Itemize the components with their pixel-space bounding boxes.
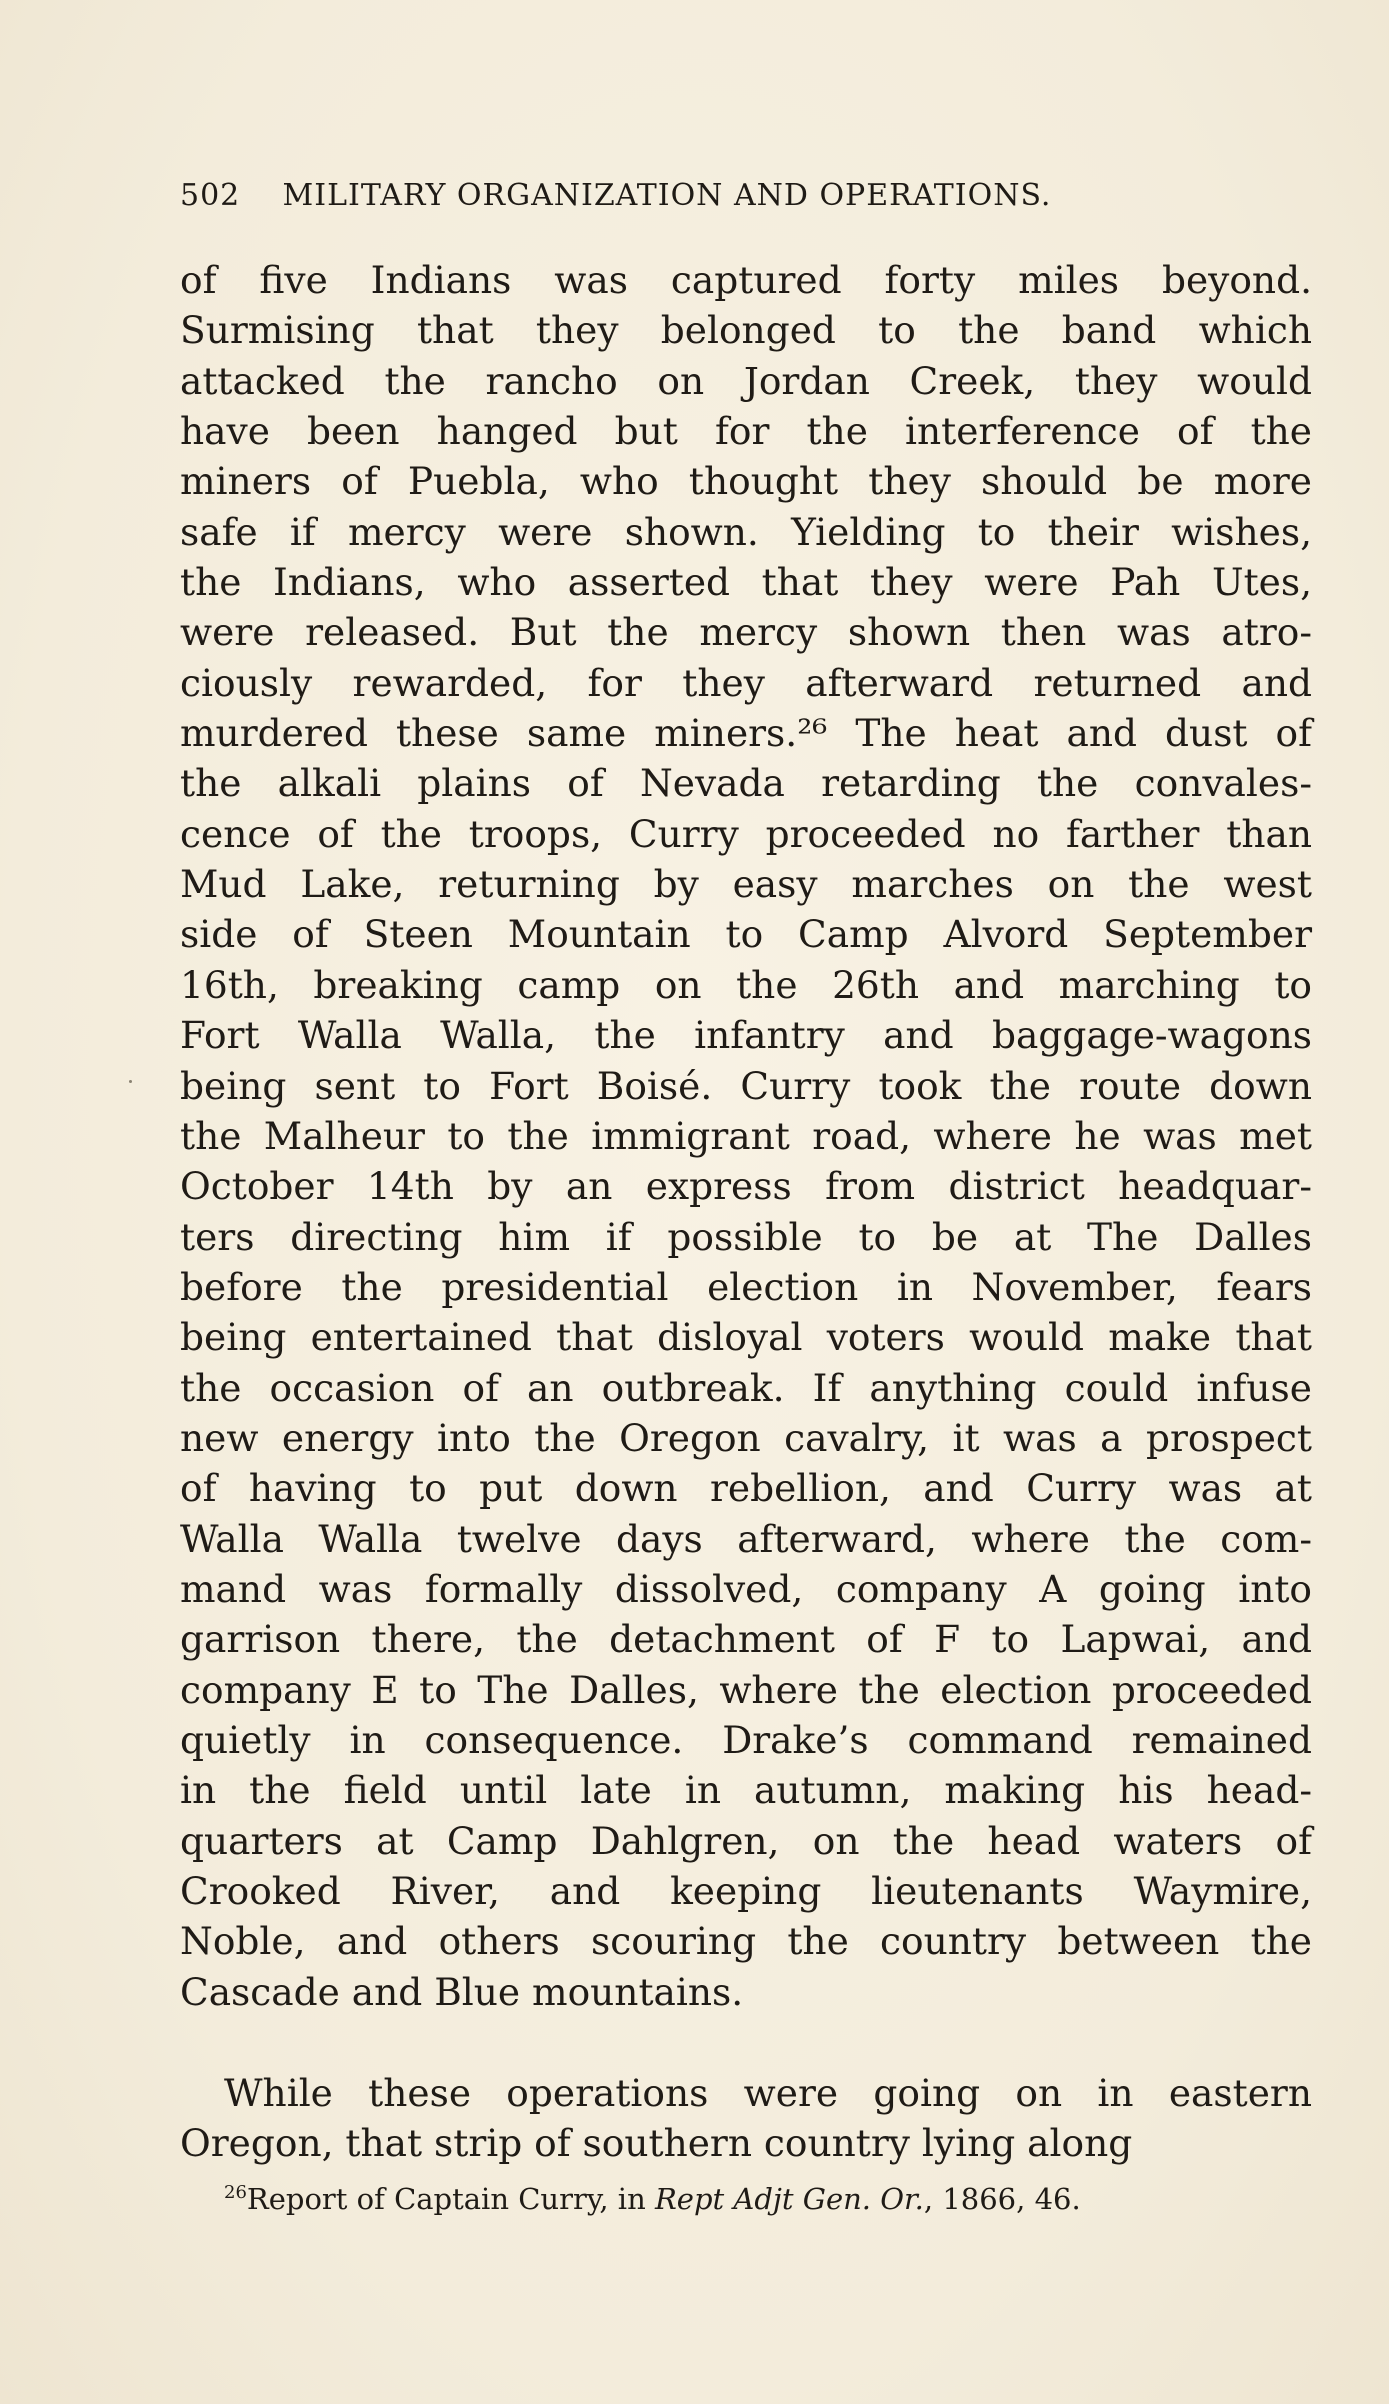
text-line: garrison there, the detachment of F to Lapwai, and xyxy=(180,1617,1312,1662)
text-line: Noble, and others scouring the country between the xyxy=(180,1919,1312,1964)
footnote-source: Rept Adjt Gen. Or. xyxy=(654,2182,924,2216)
text-line: the occasion of an outbreak. If anything could infuse xyxy=(180,1365,1312,1410)
page-number: 502 xyxy=(180,178,241,213)
text-line: ters directing him if possible to be at The Dalles xyxy=(180,1214,1312,1259)
running-title: MILITARY ORGANIZATION AND OPERATIONS. xyxy=(282,178,1052,213)
footnote xyxy=(224,2182,1184,2216)
text-line: being sent to Fort Boisé. Curry took the route down xyxy=(180,1063,1312,1108)
paragraph-1 xyxy=(180,255,1312,2017)
text-line: safe if mercy were shown. Yielding to their wishes, xyxy=(180,509,1312,554)
margin-speck xyxy=(129,1080,132,1083)
text-line: the Malheur to the immigrant road, where he was met xyxy=(180,1113,1312,1158)
footnote-text-after: , 1866, 46. xyxy=(923,2182,1081,2216)
text-line: the Indians, who asserted that they were Pah Utes, xyxy=(180,560,1312,605)
text-line: Mud Lake, returning by easy marches on the west xyxy=(180,862,1312,907)
body-text xyxy=(180,255,1312,2169)
text-line: attacked the rancho on Jordan Creek, they would xyxy=(180,358,1312,403)
text-line: murdered these same miners.²⁶ The heat and dust of xyxy=(180,711,1312,756)
text-line: While these operations were going on in eastern xyxy=(224,2071,1312,2116)
paragraph-2 xyxy=(180,2068,1312,2169)
text-line: cence of the troops, Curry proceeded no farther than xyxy=(180,811,1312,856)
text-line: of having to put down rebellion, and Curry was at xyxy=(180,1466,1312,1511)
text-line: new energy into the Oregon cavalry, it was a prospect xyxy=(180,1415,1312,1460)
text-line: quietly in consequence. Drake’s command remained xyxy=(180,1717,1312,1762)
text-line: ciously rewarded, for they afterward returned and xyxy=(180,660,1312,705)
footnote-text-before: Report of Captain Curry, in xyxy=(246,2182,655,2216)
text-line: Walla Walla twelve days afterward, where the com- xyxy=(180,1516,1312,1561)
text-line: October 14th by an express from district headquar- xyxy=(180,1164,1312,1209)
text-line: company E to The Dalles, where the election proceeded xyxy=(180,1667,1312,1712)
text-line: Crooked River, and keeping lieutenants Waymire, xyxy=(180,1869,1312,1913)
running-header xyxy=(180,178,1180,213)
text-line: quarters at Camp Dahlgren, on the head waters of xyxy=(180,1818,1312,1863)
text-line: miners of Puebla, who thought they should be more xyxy=(180,459,1312,504)
text-line: were released. But the mercy shown then was atro- xyxy=(180,610,1312,655)
text-line: Surmising that they belonged to the band which xyxy=(180,308,1312,353)
text-line: the alkali plains of Nevada retarding the convales- xyxy=(180,761,1312,806)
text-line: Cascade and Blue mountains. xyxy=(180,1969,744,2014)
text-line: 16th, breaking camp on the 26th and marching to xyxy=(180,962,1312,1007)
text-line: Fort Walla Walla, the infantry and baggage-wagons xyxy=(180,1013,1312,1058)
footnote-mark: 26 xyxy=(224,2182,247,2203)
text-line: before the presidential election in November, fears xyxy=(180,1264,1312,1309)
text-line: side of Steen Mountain to Camp Alvord September xyxy=(180,912,1312,957)
text-line: mand was formally dissolved, company A going into xyxy=(180,1566,1312,1611)
text-line: in the field until late in autumn, making his head- xyxy=(180,1768,1312,1813)
text-line: being entertained that disloyal voters would make that xyxy=(180,1315,1312,1360)
paragraph-gap xyxy=(180,2017,1312,2068)
text-line: have been hanged but for the interference of the xyxy=(180,409,1312,454)
text-line: Oregon, that strip of southern country lying along xyxy=(180,2121,1133,2166)
text-line: of five Indians was captured forty miles beyond. xyxy=(180,258,1312,302)
